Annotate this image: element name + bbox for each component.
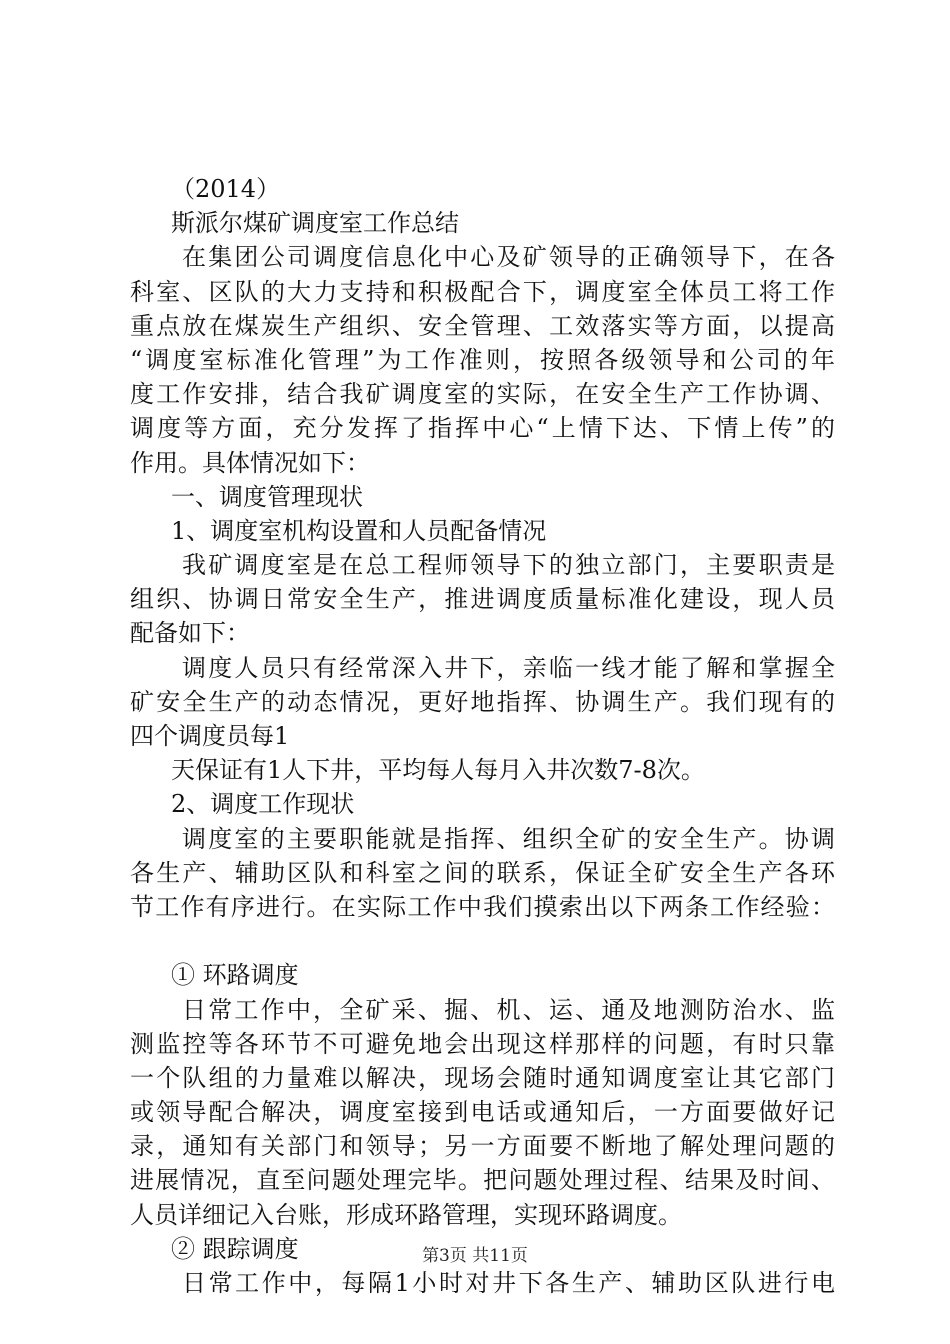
text-line: 2、调度工作现状 <box>171 790 355 819</box>
text-line: 四个调度员每1 <box>130 722 290 750</box>
text-line: 各生产、辅助区队和科室之间的联系，保证全矿安全生产各环 <box>130 858 835 887</box>
text-line: 配备如下： <box>130 619 250 648</box>
blank-line <box>130 924 835 958</box>
text-line: 在集团公司调度信息化中心及矿领导的正确领导下，在各 <box>182 243 835 272</box>
text-line: 节工作有序进行。在实际工作中我们摸索出以下两条工作经验： <box>130 892 835 921</box>
text-line: 天保证有1人下井，平均每人每月入井次数7-8次。 <box>171 756 705 785</box>
text-line: 一、调度管理现状 <box>171 482 363 511</box>
text-line: 或领导配合解决，调度室接到电话或通知后，一方面要做好记 <box>130 1098 835 1127</box>
text-line: 我矿调度室是在总工程师领导下的独立部门，主要职责是 <box>182 551 835 580</box>
text-line: 科室、区队的大力支持和积极配合下，调度室全体员工将工作 <box>130 277 835 306</box>
text-line: 日常工作中，每隔1小时对井下各生产、辅助区队进行电 <box>182 1269 835 1297</box>
text-line: 日常工作中，全矿采、掘、机、运、通及地测防治水、监 <box>182 995 835 1024</box>
text-line: 调度室的主要职能就是指挥、组织全矿的安全生产。协调 <box>182 824 835 853</box>
text-line: 作用。具体情况如下： <box>130 448 370 477</box>
text-line: 人员详细记入台账，形成环路管理，实现环路调度。 <box>130 1200 682 1229</box>
document-body <box>130 172 835 1300</box>
text-line: （2014） <box>171 175 281 203</box>
text-line: 斯派尔煤矿调度室工作总结 <box>171 209 459 238</box>
text-line: 一个队组的力量难以解决，现场会随时通知调度室让其它部门 <box>130 1063 835 1092</box>
text-line: 调度等方面，充分发挥了指挥中心“上情下达、下情上传”的 <box>130 414 835 443</box>
text-line: 重点放在煤炭生产组织、安全管理、工效落实等方面，以提高 <box>130 311 835 340</box>
text-line: ① 环路调度 <box>171 961 299 990</box>
text-line: 度工作安排，结合我矿调度室的实际，在安全生产工作协调、 <box>130 380 835 409</box>
text-line: “调度室标准化管理”为工作准则，按照各级领导和公司的年 <box>130 345 835 374</box>
text-line: 进展情况，直至问题处理完毕。把问题处理过程、结果及时间、 <box>130 1166 835 1195</box>
text-line: ② 跟踪调度 <box>171 1234 299 1263</box>
page-footer: 第3页 共11页 <box>422 1246 528 1266</box>
text-line: 矿安全生产的动态情况，更好地指挥、协调生产。我们现有的 <box>130 687 835 716</box>
text-line: 组织、协调日常安全生产，推进调度质量标准化建设，现人员 <box>130 585 835 614</box>
text-line: 测监控等各环节不可避免地会出现这样那样的问题，有时只靠 <box>130 1029 835 1058</box>
text-line: 1、调度室机构设置和人员配备情况 <box>171 516 547 545</box>
text-line: 录，通知有关部门和领导；另一方面要不断地了解处理问题的 <box>130 1132 835 1161</box>
text-line: 调度人员只有经常深入井下，亲临一线才能了解和掌握全 <box>182 653 835 682</box>
